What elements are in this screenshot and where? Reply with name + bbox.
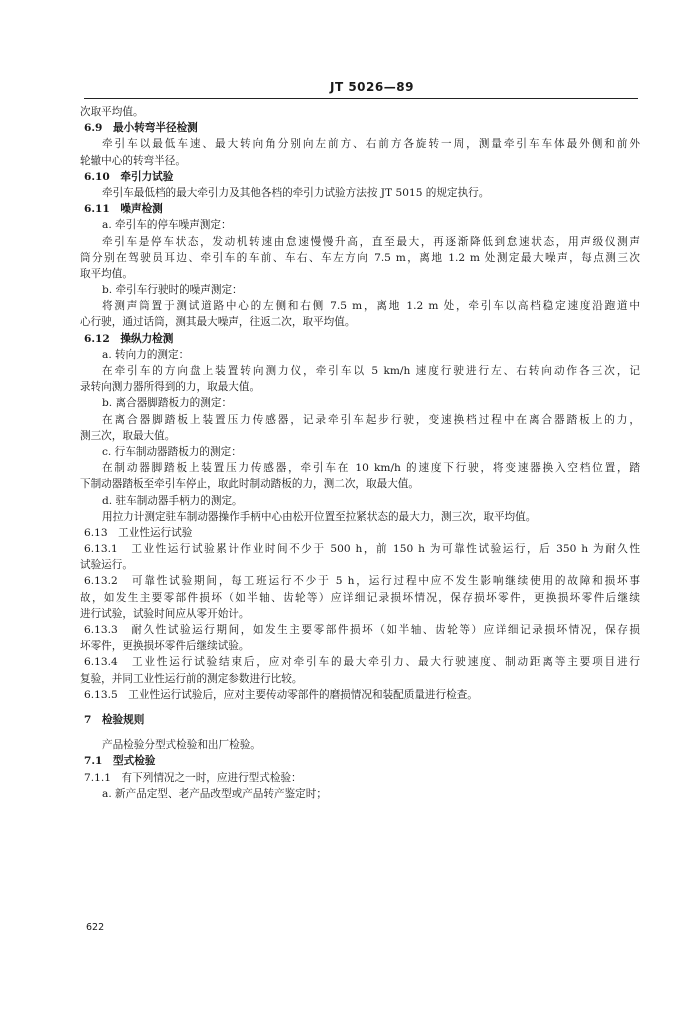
text-line: 7.1.1 有下列情况之一时，应进行型式检验： — [84, 771, 302, 784]
text-line: 6.13.2 可靠性试验期间，每工班运行不少于 5 h，运行过程中应不发生影响继续使用的故障和损坏事 — [84, 575, 640, 588]
section-gap — [80, 728, 640, 737]
text-line: c. 行车制动器踏板力的测定： — [102, 445, 242, 458]
text-line: 取平均值。 — [80, 267, 133, 280]
section-heading: 7.1 型式检验 — [84, 755, 156, 768]
page-number: 622 — [86, 922, 105, 933]
text-line: 牵引车是停车状态，发动机转速由怠速慢慢升高，直至最大，再逐渐降低到怠速状态，用声级仪测声 — [102, 235, 640, 248]
text-line: 故，如发生主要零部件损坏（如半轴、齿轮等）应详细记录损坏情况，保存损坏零件，更换损坏零件后继续 — [80, 591, 640, 604]
text-line: 6.13.1 工业性运行试验累计作业时间不少于 500 h，前 150 h 为可靠性试验运行，后 350 h 为耐久性 — [84, 543, 640, 556]
text-line: 试验运行。 — [80, 559, 133, 572]
text-line: 6.13.5 工业性运行试验后，应对主要传动零部件的磨损情况和装配质量进行检查。 — [84, 688, 478, 701]
text-line: 产品检验分型式检验和出厂检验。 — [102, 739, 261, 752]
text-line: 次取平均值。 — [80, 106, 144, 118]
document-body — [80, 104, 640, 802]
text-line: b. 离合器脚踏板力的测定： — [102, 397, 233, 410]
text-line: 将测声筒置于测试道路中心的左侧和右侧 7.5 m，离地 1.2 m 处，牵引车以高档稳定速度沿跑道中 — [102, 300, 640, 313]
text-line: 在牵引车的方向盘上装置转向测力仪，牵引车以 5 km/h 速度行驶进行左、右转向动作各三次，记 — [102, 365, 640, 377]
text-line: a. 牵引车的停车噪声测定： — [102, 219, 232, 232]
text-line: a. 新产品定型、老产品改型或产品转产鉴定时； — [102, 787, 327, 800]
text-line: 复验，并同工业性运行前的测定参数进行比较。 — [80, 672, 303, 685]
text-line: d. 驻车制动器手柄力的测定。 — [102, 494, 243, 507]
text-line: 心行驶，通过话筒，测其最大噪声，往返二次，取平均值。 — [80, 316, 356, 329]
text-line: 进行试验，试验时间应从零开始计。 — [80, 607, 250, 620]
text-line: 录转向测力器所得到的力，取最大值。 — [80, 381, 261, 394]
text-line: b. 牵引车行驶时的噪声测定： — [102, 284, 243, 297]
section-gap — [80, 703, 640, 712]
section-heading: 7 检验规则 — [84, 713, 145, 726]
text-line: 下制动器踏板至牵引车停止，取此时制动踏板的力，测二次，取最大值。 — [80, 478, 419, 491]
text-line: 在制动器脚踏板上装置压力传感器，牵引车在 10 km/h 的速度下行驶，将变速器换入空档位置，踏 — [102, 462, 640, 475]
text-line: 测三次，取最大值。 — [80, 429, 176, 442]
running-header: JT 5026—89 — [330, 80, 414, 94]
text-line: 牵引车以最低车速、最大转向角分别向左前方、右前方各旋转一周，测量牵引车车体最外侧和前外 — [102, 138, 640, 151]
section-heading: 6.11 噪声检测 — [84, 203, 163, 216]
text-line: 6.13 工业性运行试验 — [84, 526, 193, 539]
section-heading: 6.9 最小转弯半径检测 — [84, 122, 198, 135]
header-rule — [84, 98, 638, 99]
text-line: 牵引车最低档的最大牵引力及其他各档的牵引力试验方法按 JT 5015 的规定执行。 — [102, 186, 490, 199]
section-heading: 6.12 操纵力检测 — [84, 332, 174, 345]
text-line: a. 转向力的测定： — [102, 348, 190, 361]
text-line: 坏零件，更换损坏零件后继续试验。 — [80, 640, 250, 653]
text-line: 用拉力计测定驻车制动器操作手柄中心由松开位置至拉紧状态的最大力，测三次，取平均值。 — [102, 510, 537, 523]
text-line: 6.13.4 工业性运行试验结束后，应对牵引车的最大牵引力、最大行驶速度、制动距离等主要项目进行 — [84, 656, 640, 669]
text-line: 轮辙中心的转弯半径。 — [80, 154, 186, 167]
text-line: 在离合器脚踏板上装置压力传感器，记录牵引车起步行驶，变速换档过程中在离合器踏板上的力， — [102, 413, 640, 426]
section-heading: 6.10 牵引力试验 — [84, 170, 174, 183]
text-line: 6.13.3 耐久性试验运行期间，如发生主要零部件损坏（如半轴、齿轮等）应详细记录损坏情况，保存损 — [84, 624, 640, 636]
text-line: 筒分别在驾驶员耳边、牵引车的车前、车右、车左方向 7.5 m，离地 1.2 m 处测定最大噪声，每点测三次 — [80, 251, 640, 264]
